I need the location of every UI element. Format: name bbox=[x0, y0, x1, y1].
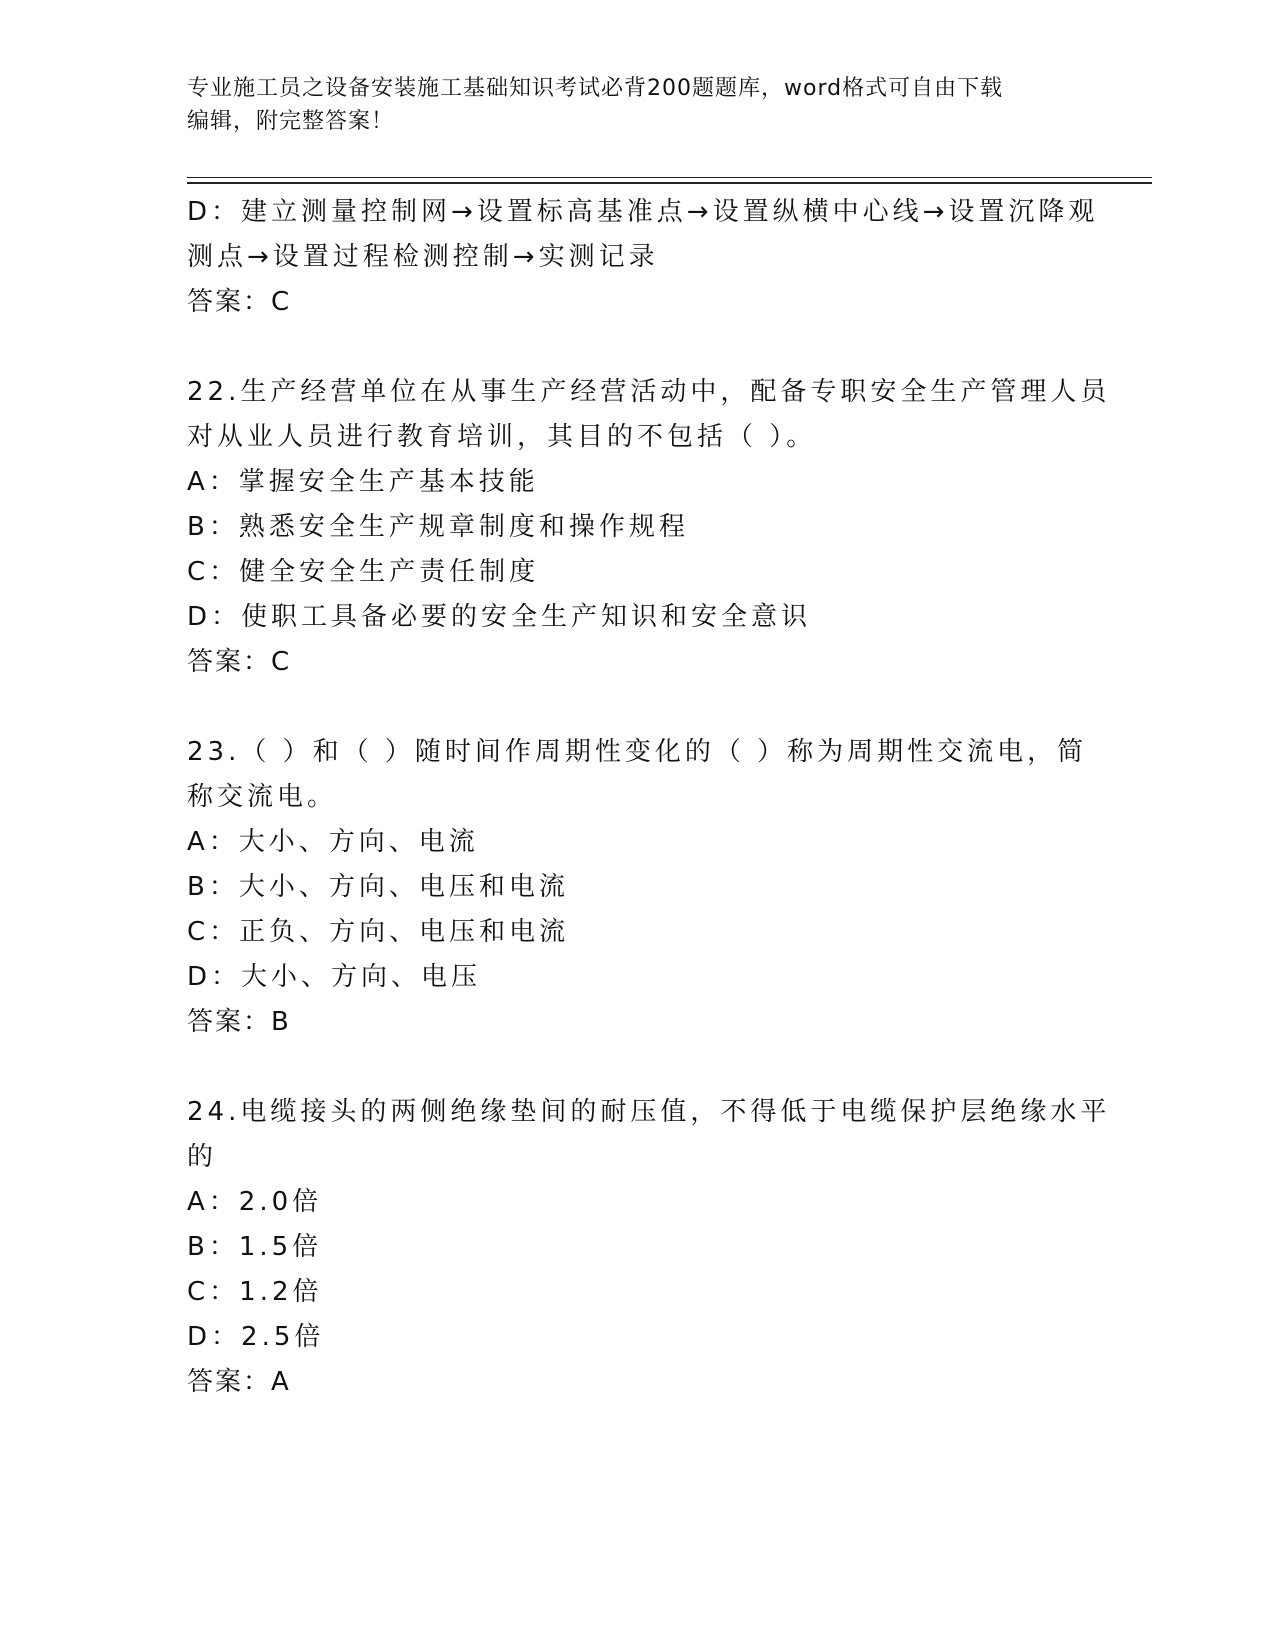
answer: 答案：C bbox=[187, 287, 292, 317]
option-a: A：大小、方向、电流 bbox=[187, 827, 479, 857]
option-d: D：使职工具备必要的安全生产知识和安全意识 bbox=[187, 602, 812, 632]
option-d: D：建立测量控制网→设置标高基准点→设置纵横中心线→设置沉降观 bbox=[187, 197, 1099, 227]
question-stem: 24.电缆接头的两侧绝缘垫间的耐压值，不得低于电缆保护层绝缘水平 bbox=[187, 1097, 1111, 1127]
question-stem: 22.生产经营单位在从事生产经营活动中，配备专职安全生产管理人员 bbox=[187, 377, 1111, 407]
option-d: D：大小、方向、电压 bbox=[187, 962, 482, 992]
answer: 答案：B bbox=[187, 1007, 291, 1037]
option-b: B：熟悉安全生产规章制度和操作规程 bbox=[187, 512, 689, 542]
header-title-line-2: 编辑，附完整答案！ bbox=[187, 109, 395, 134]
option-b: B：1.5倍 bbox=[187, 1232, 323, 1262]
question-23 bbox=[187, 730, 1087, 1045]
answer: 答案：C bbox=[187, 647, 292, 677]
option-d-continued: 测点→设置过程检测控制→实测记录 bbox=[187, 242, 659, 272]
question-21-tail bbox=[187, 190, 1099, 325]
question-stem-continued: 对从业人员进行教育培训，其目的不包括（ ）。 bbox=[187, 422, 817, 452]
header-divider-thick bbox=[187, 182, 1152, 184]
question-list bbox=[187, 190, 1111, 1405]
header-divider-thin bbox=[187, 177, 1152, 178]
document-header bbox=[187, 72, 1087, 138]
question-stem: 23.（ ）和（ ）随时间作周期性变化的（ ）称为周期性交流电，简 bbox=[187, 737, 1088, 767]
answer: 答案：A bbox=[187, 1367, 291, 1397]
question-stem-continued: 的 bbox=[187, 1142, 218, 1172]
spacer bbox=[187, 1045, 1087, 1090]
option-a: A：2.0倍 bbox=[187, 1187, 323, 1217]
question-24 bbox=[187, 1090, 1111, 1405]
option-d: D：2.5倍 bbox=[187, 1322, 325, 1352]
option-c: C：正负、方向、电压和电流 bbox=[187, 917, 570, 947]
spacer bbox=[187, 685, 1087, 730]
question-stem-continued: 称交流电。 bbox=[187, 782, 338, 812]
header-title-line-1: 专业施工员之设备安装施工基础知识考试必背200题题库，word格式可自由下载 bbox=[187, 76, 1004, 101]
option-b: B：大小、方向、电压和电流 bbox=[187, 872, 569, 902]
option-c: C：健全安全生产责任制度 bbox=[187, 557, 540, 587]
option-c: C：1.2倍 bbox=[187, 1277, 323, 1307]
option-a: A：掌握安全生产基本技能 bbox=[187, 467, 539, 497]
spacer bbox=[187, 325, 1087, 370]
question-22 bbox=[187, 370, 1111, 685]
